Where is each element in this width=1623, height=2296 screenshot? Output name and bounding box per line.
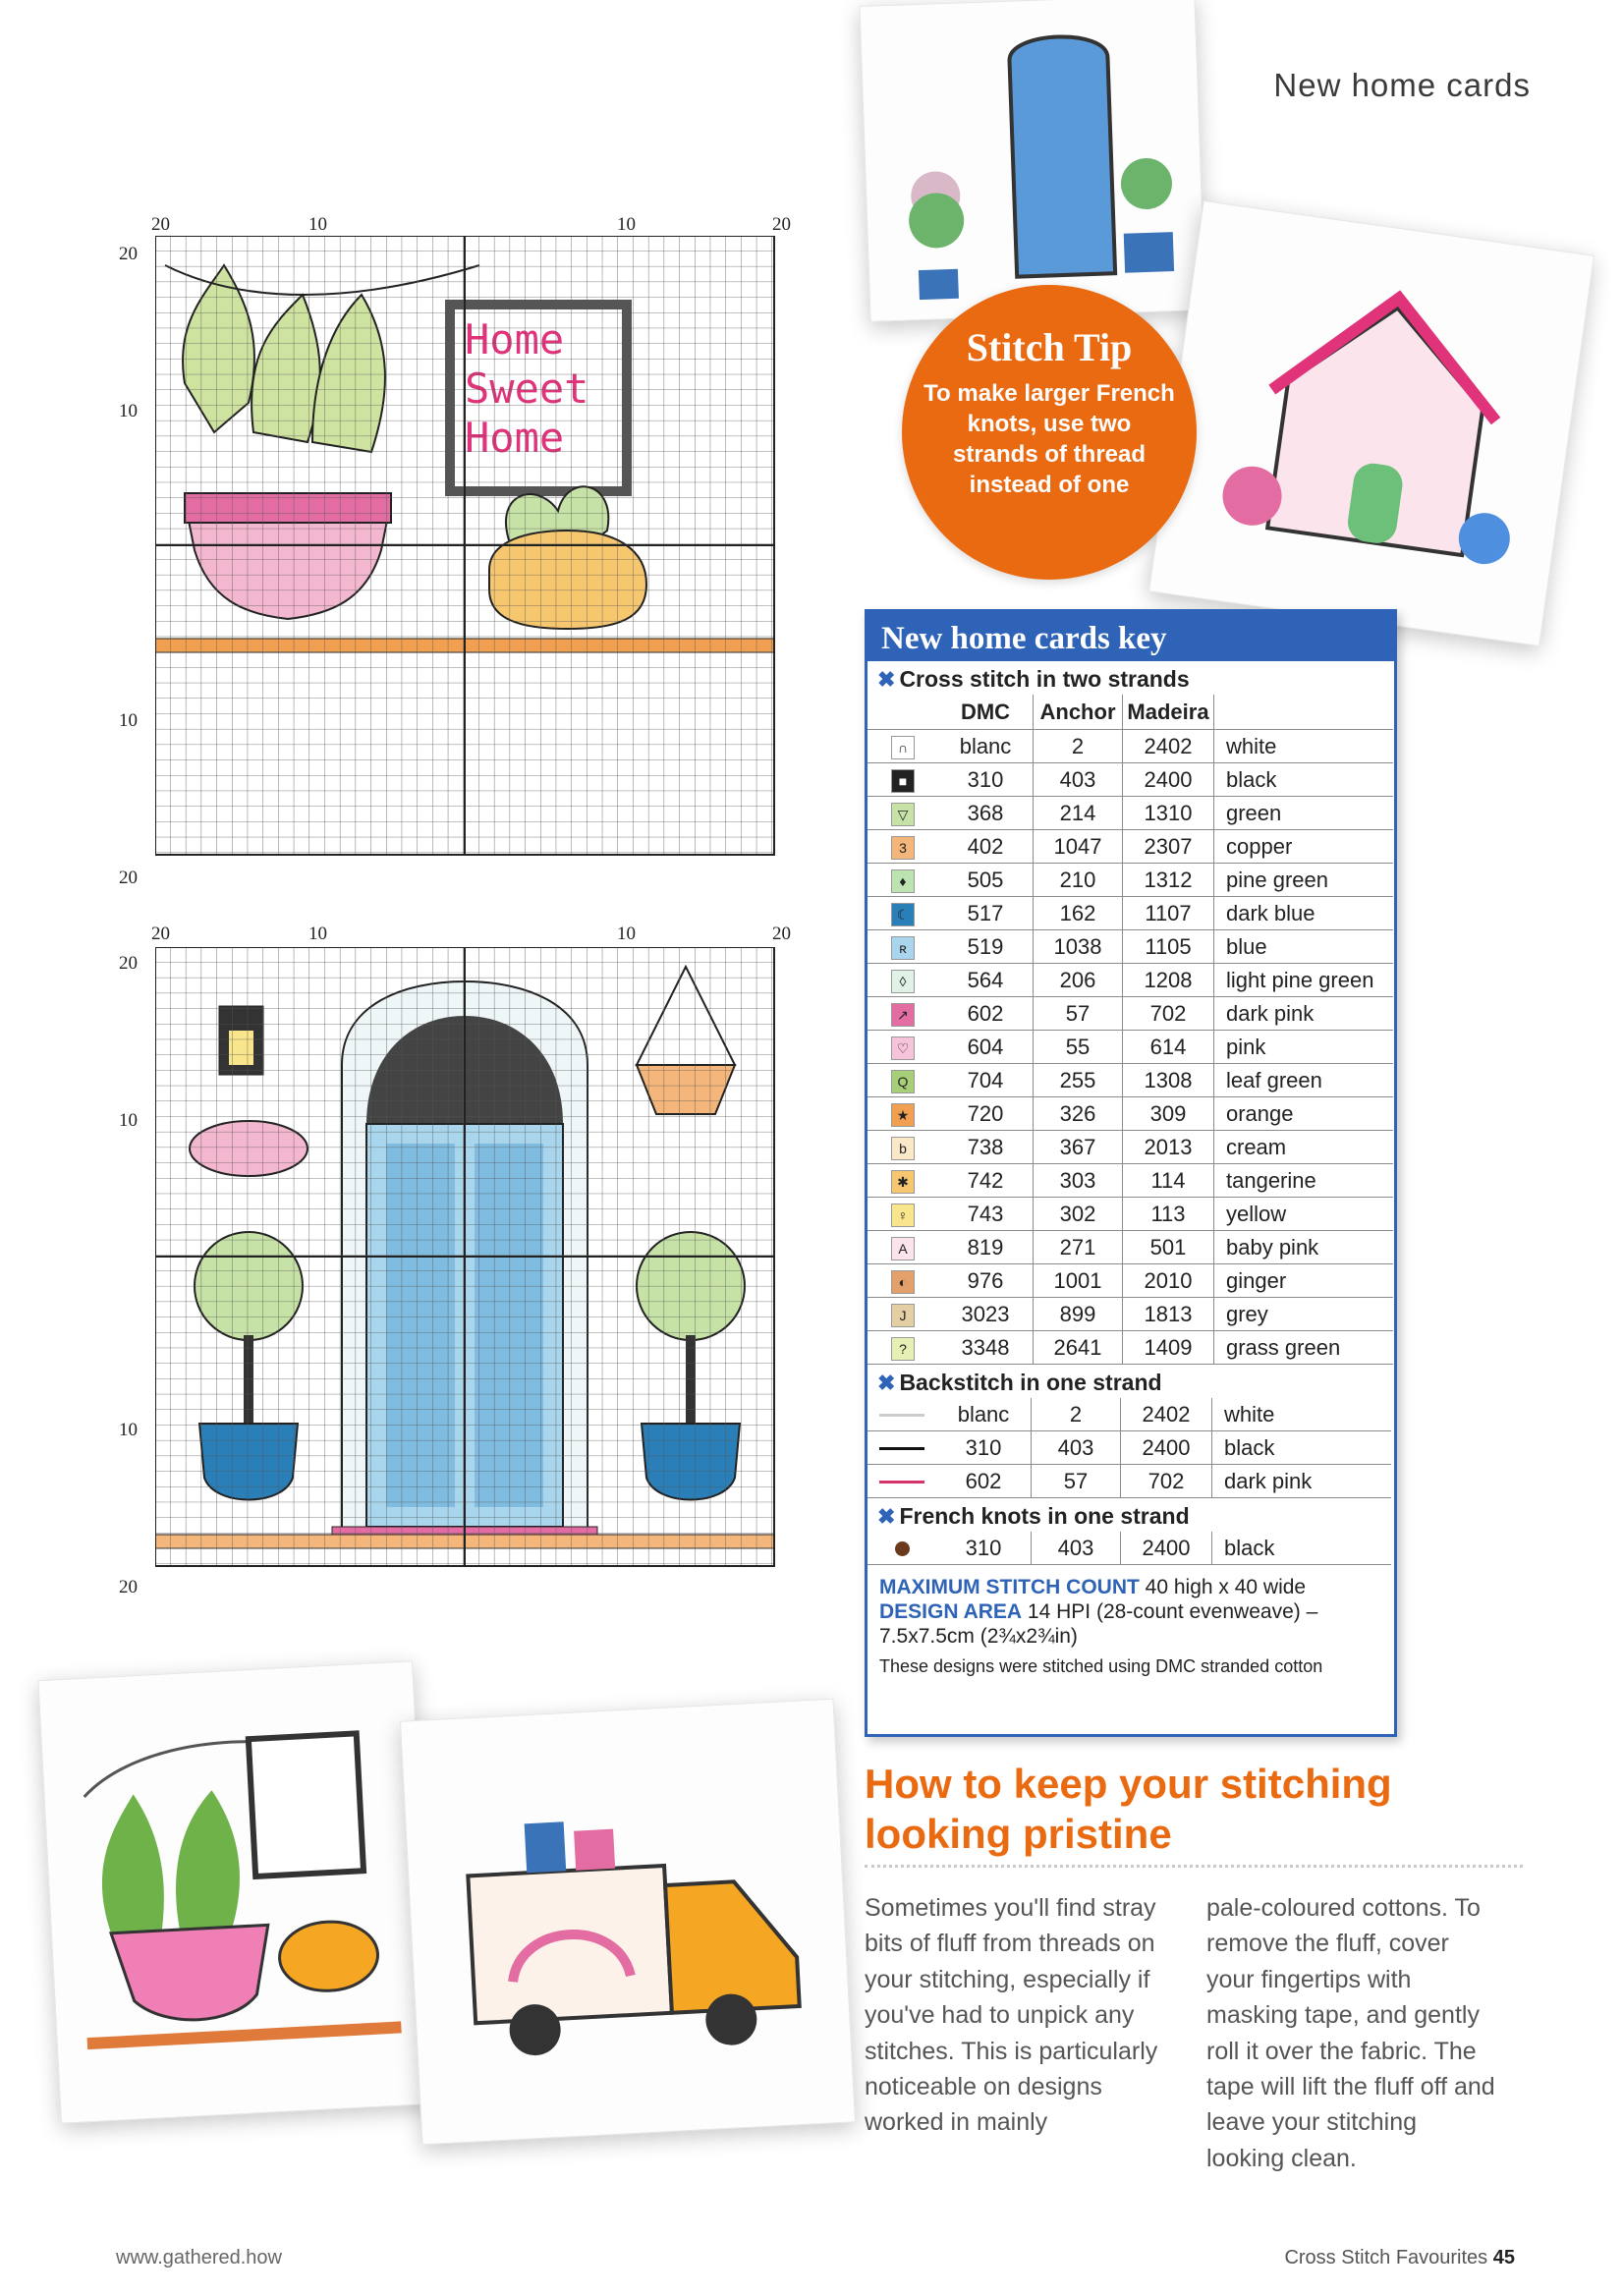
- anchor-code: 403: [1034, 763, 1123, 797]
- col-dmc: DMC: [938, 695, 1034, 730]
- backstitch-line: [867, 1465, 936, 1498]
- key-row: [867, 997, 1393, 1031]
- thread-name: pink: [1214, 1031, 1394, 1064]
- thread-swatch-icon: Q: [891, 1070, 915, 1093]
- cross-icon: ✖: [877, 667, 896, 692]
- chart-door: [116, 924, 804, 1611]
- dmc-code: 310: [938, 763, 1034, 797]
- thread-swatch-icon: ♦: [891, 869, 915, 893]
- backstitch-heading: ✖ Backstitch in one strand: [877, 1370, 1162, 1395]
- backstitch-table: [867, 1398, 1391, 1498]
- key-note: These designs were stitched using DMC stranded cotton: [879, 1656, 1323, 1676]
- anchor-code: 214: [1034, 797, 1123, 830]
- key-row: [867, 730, 1393, 763]
- anchor-code: 210: [1034, 864, 1123, 897]
- key-row: [867, 1331, 1393, 1365]
- photo-plants-card: [37, 1660, 435, 2123]
- thread-swatch-icon: 3: [891, 836, 915, 860]
- thread-symbol: [867, 1031, 938, 1064]
- backstitch-line-icon: [879, 1414, 924, 1417]
- thread-name: grey: [1214, 1298, 1394, 1331]
- thread-symbol: [867, 1298, 938, 1331]
- cross-icon: ✖: [877, 1504, 896, 1529]
- thread-name: leaf green: [1214, 1064, 1394, 1097]
- thread-name: yellow: [1214, 1198, 1394, 1231]
- madeira-code: 1813: [1123, 1298, 1214, 1331]
- madeira-code: 614: [1123, 1031, 1214, 1064]
- thread-name: green: [1214, 797, 1394, 830]
- dmc-code: 742: [938, 1164, 1034, 1198]
- thread-name: dark pink: [1214, 997, 1394, 1031]
- dmc-code: 976: [938, 1264, 1034, 1298]
- dmc-code: 738: [938, 1131, 1034, 1164]
- thread-name: ginger: [1214, 1264, 1394, 1298]
- footer-page-info: Cross Stitch Favourites 45: [1284, 2247, 1515, 2268]
- chart-top-number: 20: [772, 924, 791, 944]
- madeira-code: 2400: [1123, 763, 1214, 797]
- chart-side-number: 10: [119, 401, 138, 421]
- french-knot: [867, 1532, 936, 1565]
- thread-symbol: [867, 763, 938, 797]
- thread-name: grass green: [1214, 1331, 1394, 1365]
- key-row: [867, 1264, 1393, 1298]
- thread-swatch-icon: ■: [891, 769, 915, 793]
- anchor-code: 367: [1034, 1131, 1123, 1164]
- backstitch-line-icon: [879, 1447, 924, 1450]
- key-row: [867, 1198, 1393, 1231]
- anchor-code: 55: [1034, 1031, 1123, 1064]
- key-title: New home cards key: [867, 612, 1394, 661]
- thread-swatch-icon: ★: [891, 1103, 915, 1127]
- key-row: [867, 1465, 1391, 1498]
- chart-side-number: 20: [119, 953, 138, 974]
- anchor-code: 899: [1034, 1298, 1123, 1331]
- thread-swatch-icon: ▽: [891, 803, 915, 826]
- madeira-code: 2402: [1123, 730, 1214, 763]
- anchor-code: 2: [1032, 1398, 1121, 1431]
- anchor-code: 403: [1032, 1431, 1121, 1465]
- key-row: [867, 1164, 1393, 1198]
- chart-top-number: 20: [151, 924, 170, 944]
- thread-name: white: [1214, 730, 1394, 763]
- backstitch-line: [867, 1398, 936, 1431]
- backstitch-line-icon: [879, 1481, 924, 1484]
- chart-side-number: 10: [119, 1420, 138, 1440]
- thread-symbol: [867, 797, 938, 830]
- dmc-code: 505: [938, 864, 1034, 897]
- madeira-code: 702: [1123, 997, 1214, 1031]
- french-knots-heading: ✖ French knots in one strand: [877, 1503, 1190, 1529]
- dmc-code: 819: [938, 1231, 1034, 1264]
- chart-side-number: 20: [119, 868, 138, 888]
- dmc-code: 3023: [938, 1298, 1034, 1331]
- madeira-code: 113: [1123, 1198, 1214, 1231]
- madeira-code: 702: [1121, 1465, 1212, 1498]
- key-row: [867, 830, 1393, 864]
- dmc-code: 704: [938, 1064, 1034, 1097]
- cross-icon: ✖: [877, 1371, 896, 1395]
- anchor-code: 302: [1034, 1198, 1123, 1231]
- thread-swatch-icon: ↗: [891, 1003, 915, 1027]
- chart-top-number: 10: [617, 214, 636, 235]
- dmc-code: 743: [938, 1198, 1034, 1231]
- thread-name: cream: [1214, 1131, 1394, 1164]
- dmc-code: 564: [938, 964, 1034, 997]
- madeira-code: 501: [1123, 1231, 1214, 1264]
- french-knots-table: [867, 1532, 1391, 1565]
- thread-symbol: [867, 830, 938, 864]
- chart-side-number: 10: [119, 1110, 138, 1131]
- thread-name: black: [1212, 1431, 1392, 1465]
- madeira-code: 2400: [1121, 1532, 1212, 1565]
- thread-symbol: [867, 964, 938, 997]
- thread-swatch-icon: A: [891, 1237, 915, 1260]
- chart-plants: [116, 214, 804, 902]
- thread-name: light pine green: [1214, 964, 1394, 997]
- anchor-code: 326: [1034, 1097, 1123, 1131]
- thread-name: baby pink: [1214, 1231, 1394, 1264]
- thread-symbol: [867, 1164, 938, 1198]
- thread-name: blue: [1214, 930, 1394, 964]
- madeira-code: 2013: [1123, 1131, 1214, 1164]
- thread-swatch-icon: ♡: [891, 1036, 915, 1060]
- dmc-code: 402: [938, 830, 1034, 864]
- anchor-code: 206: [1034, 964, 1123, 997]
- key-row: [867, 864, 1393, 897]
- dmc-code: 310: [936, 1431, 1032, 1465]
- thread-symbol: [867, 1064, 938, 1097]
- footer-website: www.gathered.how: [116, 2247, 282, 2268]
- divider: [865, 1865, 1523, 1868]
- chart-top-number: 10: [617, 924, 636, 944]
- chart-top-number: 10: [308, 214, 327, 235]
- stitch-tip-text: To make larger French knots, use two strands of thread instead of one: [923, 380, 1175, 498]
- thread-name: dark pink: [1212, 1465, 1392, 1498]
- madeira-code: 2307: [1123, 830, 1214, 864]
- key-row: [867, 1532, 1391, 1565]
- col-anchor: Anchor: [1034, 695, 1123, 730]
- thread-swatch-icon: ☾: [891, 903, 915, 926]
- key-row: [867, 1231, 1393, 1264]
- section-title: New home cards: [1273, 67, 1531, 103]
- key-row: [867, 797, 1393, 830]
- madeira-code: 1107: [1123, 897, 1214, 930]
- anchor-code: 2: [1034, 730, 1123, 763]
- anchor-code: 1038: [1034, 930, 1123, 964]
- madeira-code: 1409: [1123, 1331, 1214, 1365]
- thread-name: orange: [1214, 1097, 1394, 1131]
- madeira-code: 1312: [1123, 864, 1214, 897]
- thread-symbol: [867, 1198, 938, 1231]
- chart-side-number: 10: [119, 710, 138, 731]
- anchor-code: 303: [1034, 1164, 1123, 1198]
- chart-plants-grid: [155, 236, 804, 896]
- key-row: [867, 897, 1393, 930]
- stitch-tip-title: Stitch Tip: [966, 325, 1133, 369]
- thread-symbol: [867, 864, 938, 897]
- photo-door-card: [859, 0, 1205, 322]
- dmc-code: blanc: [936, 1398, 1032, 1431]
- dmc-code: 602: [938, 997, 1034, 1031]
- photo-van-card: [400, 1699, 856, 2146]
- dmc-code: 517: [938, 897, 1034, 930]
- dmc-code: 604: [938, 1031, 1034, 1064]
- page-number: 45: [1492, 2247, 1515, 2268]
- key-row: [867, 1131, 1393, 1164]
- anchor-code: 255: [1034, 1064, 1123, 1097]
- stitch-tip-badge: [902, 285, 1197, 580]
- thread-swatch-icon: ✱: [891, 1170, 915, 1194]
- cross-stitch-table: [867, 695, 1393, 1365]
- anchor-code: 57: [1034, 997, 1123, 1031]
- anchor-code: 57: [1032, 1465, 1121, 1498]
- madeira-code: 2010: [1123, 1264, 1214, 1298]
- madeira-code: 1310: [1123, 797, 1214, 830]
- key-row: [867, 1431, 1391, 1465]
- dmc-code: 310: [936, 1532, 1032, 1565]
- thread-name: black: [1212, 1532, 1392, 1565]
- thread-symbol: [867, 730, 938, 763]
- key-row: [867, 964, 1393, 997]
- key-row: [867, 1031, 1393, 1064]
- thread-swatch-icon: ʀ: [891, 936, 915, 960]
- thread-name: white: [1212, 1398, 1392, 1431]
- chart-top-number: 20: [151, 214, 170, 235]
- french-knot-icon: [895, 1541, 910, 1556]
- chart-side-number: 20: [119, 244, 138, 264]
- article-column-1: Sometimes you'll find stray bits of fluff from threads on your stitching, especially if you've had to unpick any stitches. This is particularly noticeable on designs worked in mainly: [865, 1894, 1158, 2137]
- thread-swatch-icon: ◊: [891, 970, 915, 993]
- thread-symbol: [867, 930, 938, 964]
- dmc-code: 602: [936, 1465, 1032, 1498]
- design-area-label: DESIGN AREA: [879, 1600, 1023, 1623]
- thread-name: dark blue: [1214, 897, 1394, 930]
- madeira-code: 114: [1123, 1164, 1214, 1198]
- anchor-code: 403: [1032, 1532, 1121, 1565]
- madeira-code: 2402: [1121, 1398, 1212, 1431]
- key-row: [867, 1064, 1393, 1097]
- madeira-code: 1208: [1123, 964, 1214, 997]
- madeira-code: 2400: [1121, 1431, 1212, 1465]
- max-stitch-value: 40 high x 40 wide: [1145, 1576, 1307, 1598]
- key-row: [867, 1298, 1393, 1331]
- dmc-code: 720: [938, 1097, 1034, 1131]
- max-stitch-label: MAXIMUM STITCH COUNT: [879, 1576, 1140, 1598]
- chart-top-number: 20: [772, 214, 791, 235]
- key-panel: [865, 609, 1397, 1737]
- dmc-code: 519: [938, 930, 1034, 964]
- dmc-code: 368: [938, 797, 1034, 830]
- thread-name: pine green: [1214, 864, 1394, 897]
- thread-symbol: [867, 1331, 938, 1365]
- cross-stitch-heading: ✖ Cross stitch in two strands: [877, 666, 1190, 692]
- key-row: [867, 1398, 1391, 1431]
- anchor-code: 271: [1034, 1231, 1123, 1264]
- madeira-code: 309: [1123, 1097, 1214, 1131]
- dmc-code: 3348: [938, 1331, 1034, 1365]
- design-area-value: 14 HPI (28-count evenweave) – 7.5x7.5cm (2¾x2¾in): [879, 1600, 1318, 1648]
- thread-swatch-icon: b: [891, 1137, 915, 1160]
- anchor-code: 2641: [1034, 1331, 1123, 1365]
- thread-symbol: [867, 1231, 938, 1264]
- thread-symbol: [867, 897, 938, 930]
- thread-symbol: [867, 1097, 938, 1131]
- anchor-code: 1047: [1034, 830, 1123, 864]
- thread-name: black: [1214, 763, 1394, 797]
- thread-swatch-icon: J: [891, 1304, 915, 1327]
- thread-symbol: [867, 1264, 938, 1298]
- key-row: [867, 1097, 1393, 1131]
- thread-symbol: [867, 1131, 938, 1164]
- madeira-code: 1308: [1123, 1064, 1214, 1097]
- chart-side-number: 20: [119, 1577, 138, 1597]
- thread-swatch-icon: ◐: [891, 1270, 915, 1294]
- col-madeira: Madeira: [1123, 695, 1214, 730]
- madeira-code: 1105: [1123, 930, 1214, 964]
- chart-door-grid: [155, 947, 804, 1607]
- article-column-2: pale-coloured cottons. To remove the fluff, cover your fingertips with masking tape, and gently roll it over the fabric. The tape will lift the fluff off and leave your stitching looking clean.: [1206, 1894, 1495, 2172]
- chart-top-number: 10: [308, 924, 327, 944]
- thread-swatch-icon: ♀: [891, 1204, 915, 1227]
- thread-name: tangerine: [1214, 1164, 1394, 1198]
- key-footnotes: [867, 1565, 1394, 1649]
- key-row: [867, 930, 1393, 964]
- dmc-code: blanc: [938, 730, 1034, 763]
- thread-name: copper: [1214, 830, 1394, 864]
- thread-swatch-icon: ∩: [891, 736, 915, 759]
- thread-symbol: [867, 997, 938, 1031]
- photo-house-card: [1148, 200, 1595, 646]
- article-title: How to keep your stitching looking pristine: [865, 1761, 1392, 1857]
- key-row: [867, 763, 1393, 797]
- thread-swatch-icon: ?: [891, 1337, 915, 1361]
- anchor-code: 162: [1034, 897, 1123, 930]
- anchor-code: 1001: [1034, 1264, 1123, 1298]
- backstitch-line: [867, 1431, 936, 1465]
